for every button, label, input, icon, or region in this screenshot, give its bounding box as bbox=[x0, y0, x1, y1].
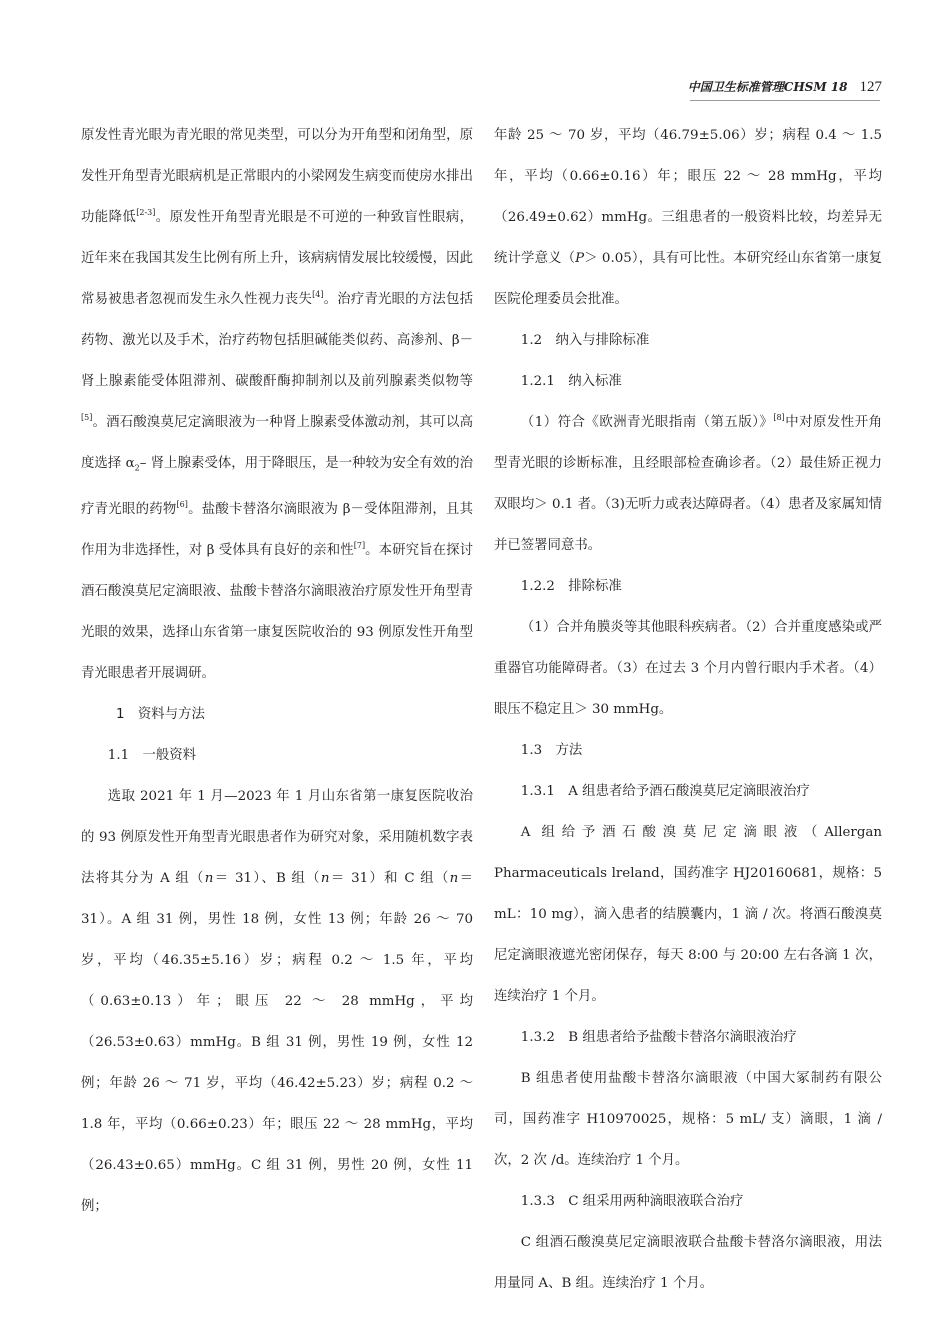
citation[interactable]: [6] bbox=[176, 499, 188, 509]
left-column bbox=[81, 115, 473, 1227]
citation[interactable]: [4] bbox=[312, 290, 324, 299]
section-heading: 1 资料与方法 bbox=[116, 706, 205, 722]
inclusion-criteria: （1）符合《欧洲青光眼指南（第五版）》[8]中对原发性开角型青光眼的诊断标准，且经眼部检查确诊者。（2）最佳矫正视力双眼均＞ 0.1 者。（3)无听力或表达障碍者。（4）患者及家属知情并已签署同意书。 bbox=[494, 413, 882, 553]
right-column bbox=[494, 115, 882, 1304]
journal-name: 中国卫生标准管理CHSM 18 bbox=[687, 80, 848, 94]
method-c-paragraph: C 组酒石酸溴莫尼定滴眼液联合盐酸卡替洛尔滴眼液，用法用量同 A、B 组。连续治疗 1 个月。 bbox=[494, 1235, 882, 1291]
subsubsection-heading: 1.2.2 排除标准 bbox=[520, 579, 622, 594]
subsubsection-heading: 1.3.1 A 组患者给予酒石酸溴莫尼定滴眼液治疗 bbox=[520, 784, 810, 799]
exclusion-criteria: （1）合并角膜炎等其他眼科疾病者。（2）合并重度感染或严重器官功能障碍者。（3）在过去 3 个月内曾行眼内手术者。（4）眼压不稳定且＞ 30 mmHg。 bbox=[494, 620, 882, 717]
page-number: 127 bbox=[859, 79, 882, 95]
subsection-heading: 1.1 一般资料 bbox=[107, 747, 197, 763]
running-header bbox=[688, 78, 882, 96]
method-b-paragraph: B 组患者使用盐酸卡替洛尔滴眼液（中国大冢制药有限公司，国药准字 H10970025，规格：5 mL/ 支）滴眼，1 滴 / 次，2 次 /d。连续治疗 1 个月。 bbox=[494, 1071, 882, 1168]
citation[interactable]: [8] bbox=[773, 413, 785, 422]
general-data-paragraph: 选取 2021 年 1 月—2023 年 1 月山东省第一康复医院收治的 93 例原发性开角型青光眼患者作为研究对象，采用随机数字表法将其分为 A 组（n＝ 31）、B 组（n＝ 31）和 C 组（n＝ 31）。A 组 31 例，男性 18 例，女性 13 例；年龄 26 ～ 70 岁，平均（46.35±5.16）岁；病程 0.2 ～ 1.5 年，平均（0.63±0.13）年；眼压 22 ～ 28 mmHg，平均（26.53±0.63）mmHg。B 组 31 例，男性 19 例，女性 12 例；年龄 26 ～ 71 岁，平均（46.42±5.23）岁；病程 0.2 ～ 1.8 年，平均（0.66±0.23）年；眼压 22 ～ 28 mmHg，平均（26.43±0.65）mmHg。C 组 31 例，男性 20 例，女性 11 例； bbox=[81, 788, 474, 1214]
citation[interactable]: [7] bbox=[353, 540, 366, 550]
subsection-heading: 1.3 方法 bbox=[520, 743, 583, 758]
citation[interactable]: [5] bbox=[81, 413, 93, 422]
subsubsection-heading: 1.2.1 纳入标准 bbox=[520, 374, 622, 389]
method-a-paragraph: A 组给予酒石酸溴莫尼定滴眼液（Allergan Pharmaceuticals lreland，国药准字 HJ20160681，规格：5 mL：10 mg），滴入患者的结膜囊内，1 滴 / 次。将酒石酸溴莫尼定滴眼液遮光密闭保存，每天 8:00 与 20:00 左右各滴 1 次，连续治疗 1 个月。 bbox=[494, 825, 882, 1004]
subsubsection-heading: 1.3.3 C 组采用两种滴眼液联合治疗 bbox=[520, 1194, 744, 1209]
citation[interactable]: [2-3] bbox=[136, 208, 156, 217]
general-data-continued: 年龄 25 ～ 70 岁，平均（46.79±5.06）岁；病程 0.4 ～ 1.5 年，平均（0.66±0.16）年；眼压 22 ～ 28 mmHg，平均（26.49±0.62）mmHg。三组患者的一般资料比较，均差异无统计学意义（P＞ 0.05），具有可比性。本研究经山东省第一康复医院伦理委员会批准。 bbox=[494, 128, 882, 307]
header-rule bbox=[690, 100, 880, 101]
intro-paragraph: 原发性青光眼为青光眼的常见类型，可以分为开角型和闭角型，原发性开角型青光眼病机是正常眼内的小梁网发生病变而使房水排出功能降低[2-3]。原发性开角型青光眼是不可逆的一种致盲性眼病，近年来在我国其发生比例有所上升，该病病情发展比较缓慢，因此常易被患者忽视而发生永久性视力丧失[4]。治疗青光眼的方法包括药物、激光以及手术，治疗药物包括胆碱能类似药、高渗剂、β－肾上腺素能受体阻滞剂、碳酸酐酶抑制剂以及前列腺素类似物等[5]。酒石酸溴莫尼定滴眼液为一种肾上腺素受体激动剂，其可以高度选择 $\alpha_2-$ 肾上腺素受体，用于降眼压，是一种较为安全有效的治疗青光眼的药物[6]。盐酸卡替洛尔滴眼液为 β－受体阻滞剂，且其作用为非选择性，对 β 受体具有良好的亲和性[7]。本研究旨在探讨酒石酸溴莫尼定滴眼液、盐酸卡替洛尔滴眼液治疗原发性开角型青光眼的效果，选择山东省第一康复医院收治的 93 例原发性开角型青光眼患者开展调研。 bbox=[81, 128, 474, 681]
subsection-heading: 1.2 纳入与排除标准 bbox=[520, 333, 650, 348]
subsubsection-heading: 1.3.2 B 组患者给予盐酸卡替洛尔滴眼液治疗 bbox=[520, 1030, 797, 1045]
